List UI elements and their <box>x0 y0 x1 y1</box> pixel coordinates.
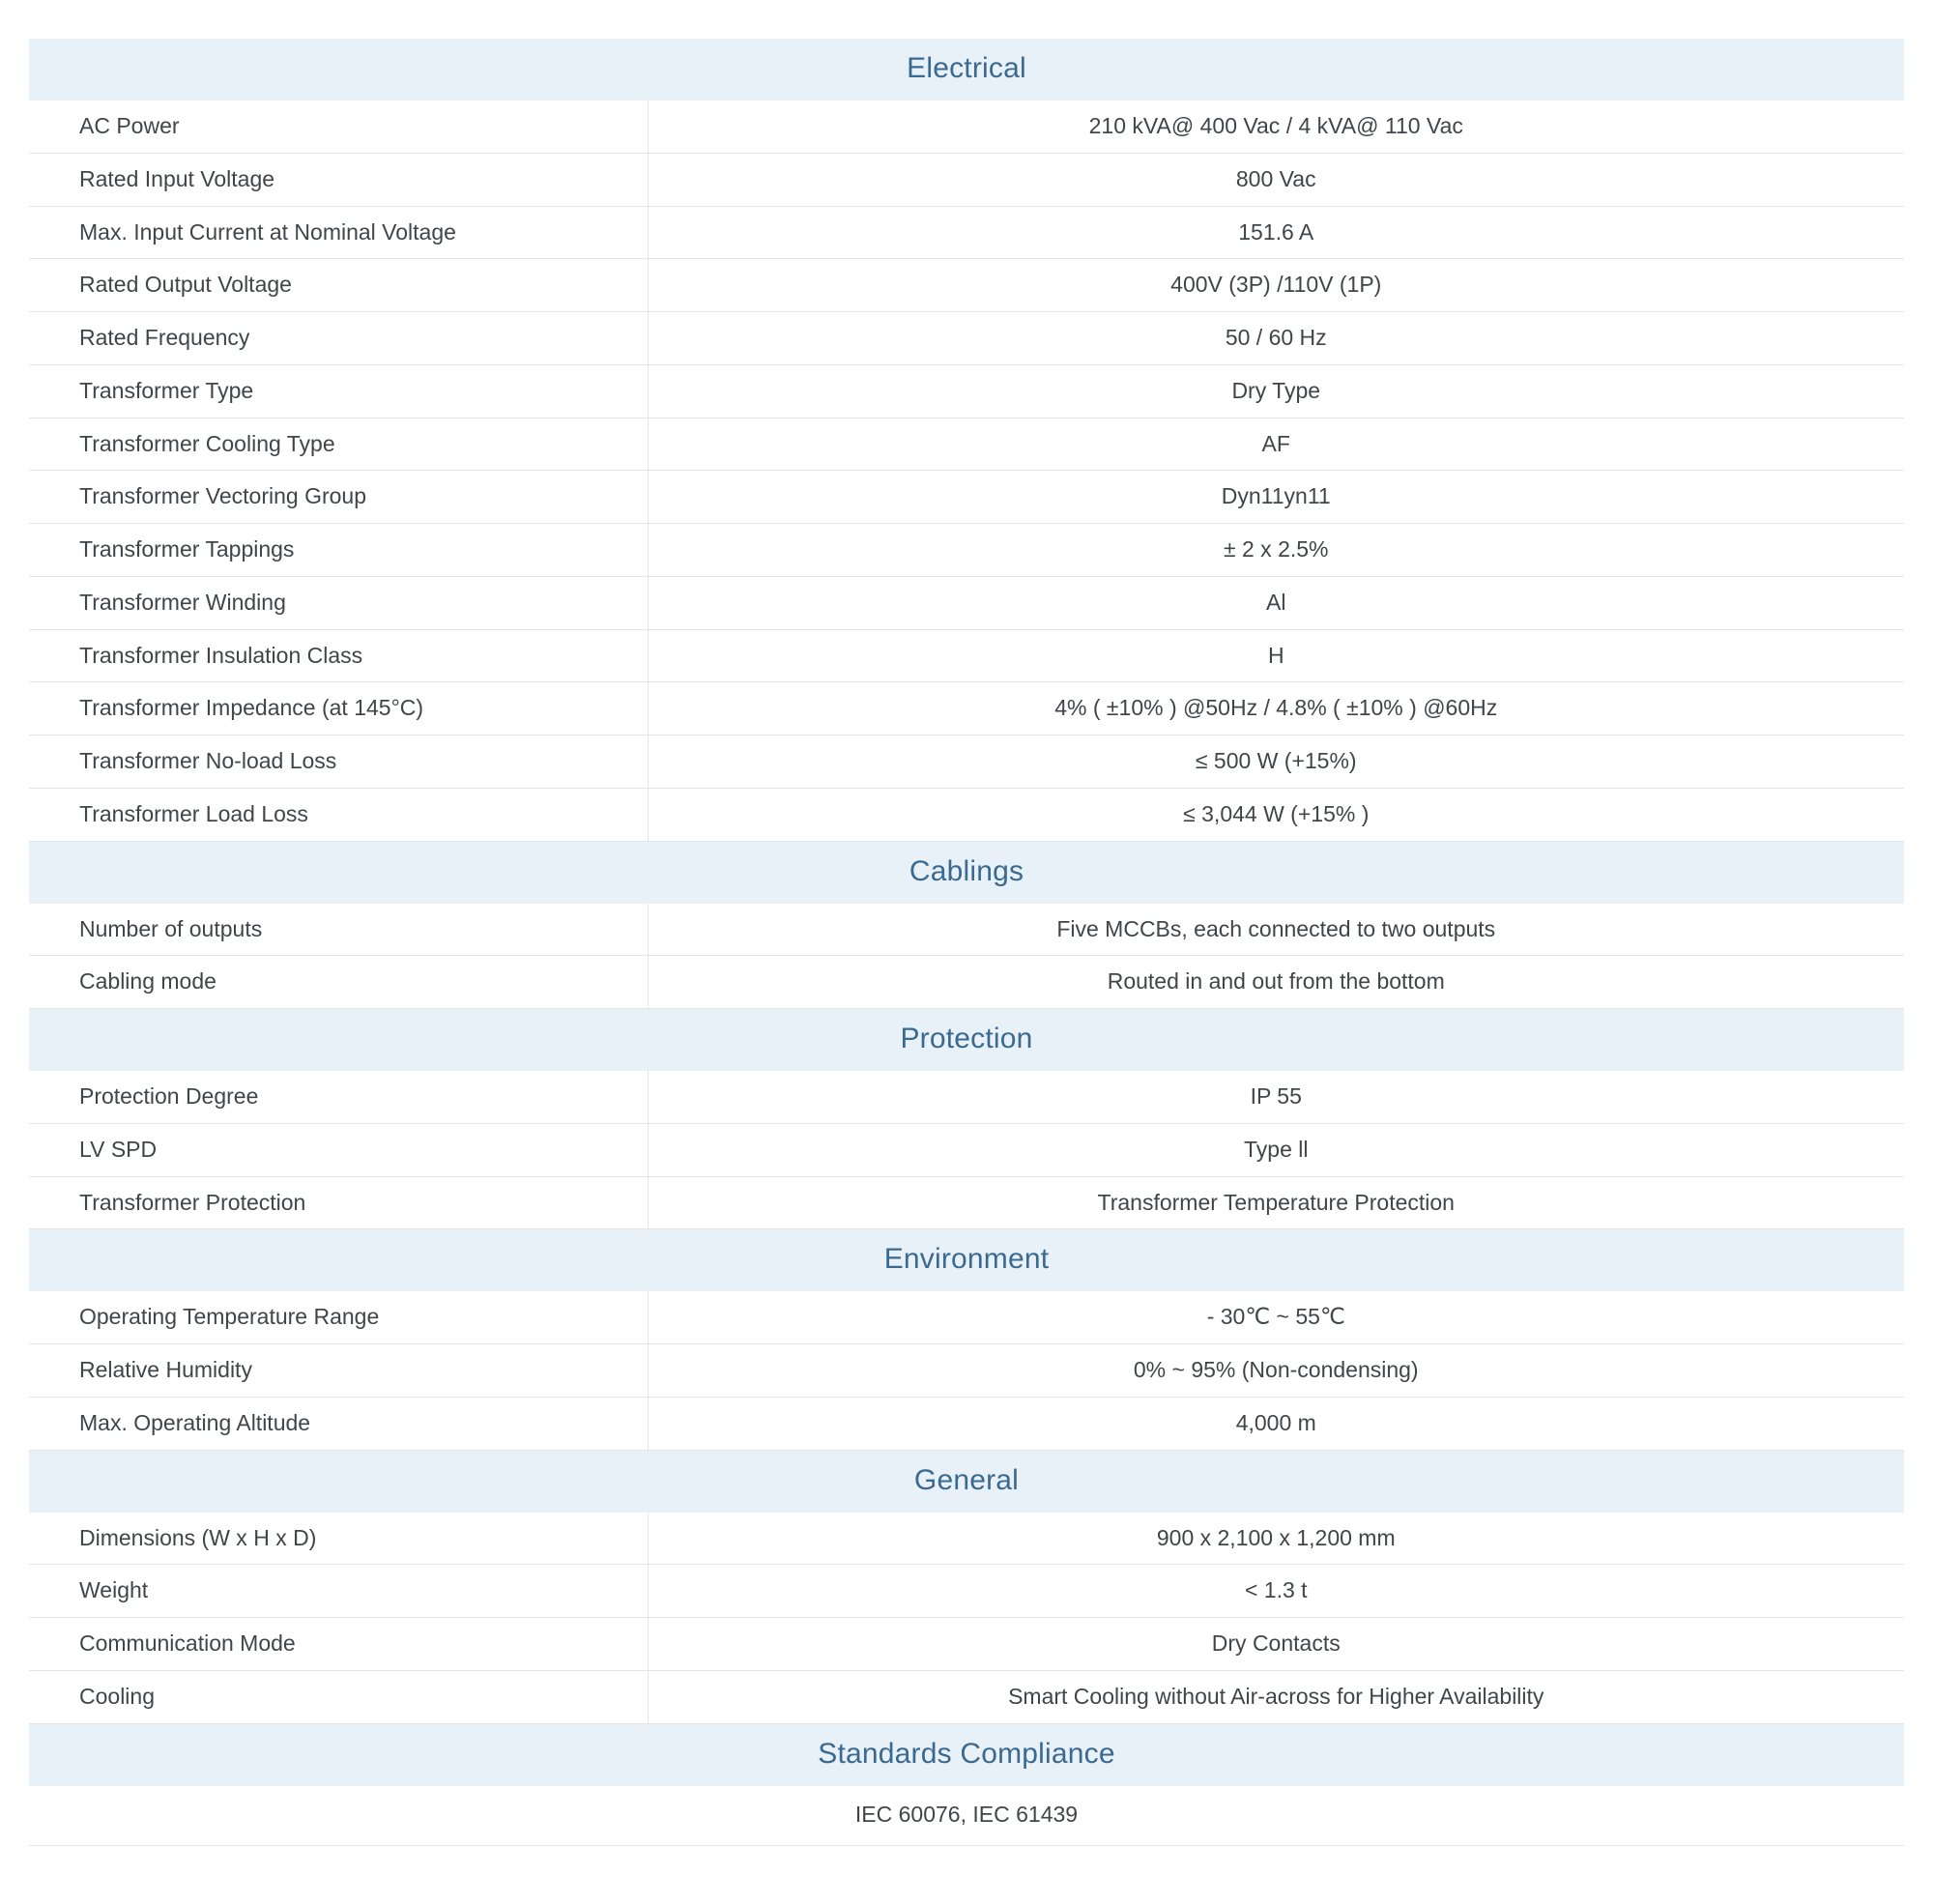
row-value: Smart Cooling without Air-across for Higher Availability <box>648 1670 1904 1723</box>
section-title: Electrical <box>29 39 1904 101</box>
row-label: Operating Temperature Range <box>29 1291 648 1343</box>
row-value: < 1.3 t <box>648 1565 1904 1618</box>
specification-sheet <box>29 0 1904 1904</box>
table-row <box>29 418 1904 471</box>
row-value: Dry Type <box>648 364 1904 418</box>
row-label: Transformer Load Loss <box>29 788 648 841</box>
row-label: Cooling <box>29 1670 648 1723</box>
row-label: Transformer Insulation Class <box>29 629 648 682</box>
row-value: 400V (3P) /110V (1P) <box>648 259 1904 312</box>
row-value: 900 x 2,100 x 1,200 mm <box>648 1513 1904 1565</box>
row-label: Rated Output Voltage <box>29 259 648 312</box>
table-row <box>29 1670 1904 1723</box>
specification-table-body <box>29 39 1904 1845</box>
row-value: Al <box>648 576 1904 629</box>
row-label: LV SPD <box>29 1123 648 1176</box>
row-value: 210 kVA@ 400 Vac / 4 kVA@ 110 Vac <box>648 101 1904 153</box>
row-value: 0% ~ 95% (Non-condensing) <box>648 1344 1904 1398</box>
row-value: Routed in and out from the bottom <box>648 956 1904 1009</box>
table-row <box>29 736 1904 789</box>
row-label: Communication Mode <box>29 1618 648 1671</box>
table-row <box>29 312 1904 365</box>
table-row <box>29 1513 1904 1565</box>
compliance-value: IEC 60076, IEC 61439 <box>29 1786 1904 1846</box>
row-label: Transformer No-load Loss <box>29 736 648 789</box>
row-label: Transformer Cooling Type <box>29 418 648 471</box>
bottom-spacer <box>29 1846 1904 1904</box>
table-row <box>29 101 1904 153</box>
table-row <box>29 259 1904 312</box>
section-header-environment <box>29 1229 1904 1292</box>
table-row <box>29 206 1904 259</box>
table-row <box>29 904 1904 956</box>
table-row <box>29 1176 1904 1229</box>
row-value: 4% ( ±10% ) @50Hz / 4.8% ( ±10% ) @60Hz <box>648 682 1904 736</box>
table-row <box>29 1565 1904 1618</box>
table-row <box>29 153 1904 206</box>
row-label: Transformer Vectoring Group <box>29 471 648 524</box>
row-label: Max. Input Current at Nominal Voltage <box>29 206 648 259</box>
row-value: ≤ 3,044 W (+15% ) <box>648 788 1904 841</box>
table-row <box>29 1344 1904 1398</box>
table-row <box>29 1786 1904 1846</box>
row-value: Dyn11yn11 <box>648 471 1904 524</box>
table-row <box>29 1397 1904 1450</box>
specification-table <box>29 39 1904 1846</box>
row-label: Transformer Tappings <box>29 524 648 577</box>
row-value: Five MCCBs, each connected to two outputs <box>648 904 1904 956</box>
row-label: Number of outputs <box>29 904 648 956</box>
section-title: Standards Compliance <box>29 1723 1904 1786</box>
section-title: Protection <box>29 1009 1904 1072</box>
row-value: Type ll <box>648 1123 1904 1176</box>
table-row <box>29 364 1904 418</box>
row-value: AF <box>648 418 1904 471</box>
row-label: Cabling mode <box>29 956 648 1009</box>
row-label: Dimensions (W x H x D) <box>29 1513 648 1565</box>
row-value: 151.6 A <box>648 206 1904 259</box>
row-value: - 30℃ ~ 55℃ <box>648 1291 1904 1343</box>
table-row <box>29 682 1904 736</box>
row-label: Transformer Winding <box>29 576 648 629</box>
table-row <box>29 629 1904 682</box>
table-row <box>29 1291 1904 1343</box>
row-label: Rated Frequency <box>29 312 648 365</box>
row-value: ± 2 x 2.5% <box>648 524 1904 577</box>
table-row <box>29 1071 1904 1123</box>
row-label: Protection Degree <box>29 1071 648 1123</box>
row-value: Transformer Temperature Protection <box>648 1176 1904 1229</box>
row-value: 4,000 m <box>648 1397 1904 1450</box>
row-label: Max. Operating Altitude <box>29 1397 648 1450</box>
row-value: H <box>648 629 1904 682</box>
table-row <box>29 471 1904 524</box>
section-title: General <box>29 1450 1904 1513</box>
section-header-electrical <box>29 39 1904 101</box>
section-header-standards-compliance <box>29 1723 1904 1786</box>
row-label: Weight <box>29 1565 648 1618</box>
row-label: Transformer Type <box>29 364 648 418</box>
row-value: Dry Contacts <box>648 1618 1904 1671</box>
table-row <box>29 1123 1904 1176</box>
section-header-cablings <box>29 841 1904 904</box>
table-row <box>29 956 1904 1009</box>
row-label: AC Power <box>29 101 648 153</box>
table-row <box>29 1618 1904 1671</box>
row-value: ≤ 500 W (+15%) <box>648 736 1904 789</box>
row-label: Transformer Protection <box>29 1176 648 1229</box>
section-title: Cablings <box>29 841 1904 904</box>
row-label: Rated Input Voltage <box>29 153 648 206</box>
row-value: IP 55 <box>648 1071 1904 1123</box>
section-title: Environment <box>29 1229 1904 1292</box>
table-row <box>29 524 1904 577</box>
section-header-general <box>29 1450 1904 1513</box>
row-label: Transformer Impedance (at 145°C) <box>29 682 648 736</box>
row-value: 50 / 60 Hz <box>648 312 1904 365</box>
table-row <box>29 788 1904 841</box>
row-label: Relative Humidity <box>29 1344 648 1398</box>
row-value: 800 Vac <box>648 153 1904 206</box>
table-row <box>29 576 1904 629</box>
section-header-protection <box>29 1009 1904 1072</box>
